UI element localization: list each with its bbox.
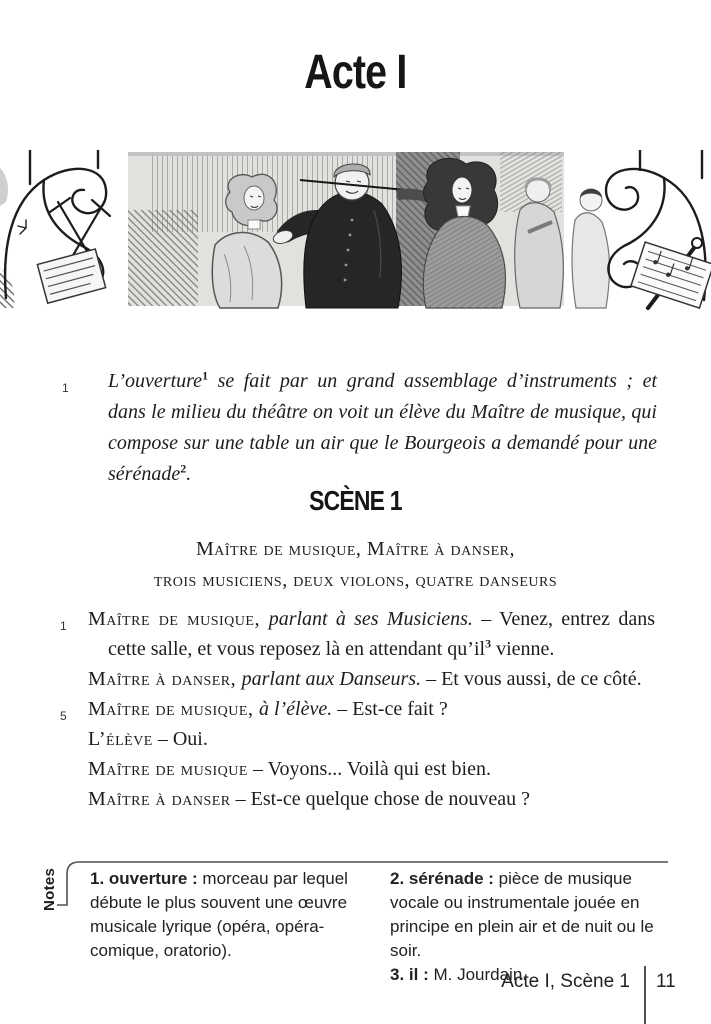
speaker-name: Maître de musique xyxy=(88,758,248,780)
act-title xyxy=(0,44,711,102)
notes-label: Notes xyxy=(41,867,58,911)
dialogue-line xyxy=(88,664,655,694)
speaker-name: Maître de musique, xyxy=(88,608,269,630)
footnote-definition: M. Jourdain. xyxy=(428,965,527,984)
footnote-term: 2. sérénade : xyxy=(390,869,494,888)
note-ref-1: 1 xyxy=(202,368,209,383)
act-title-text: Acte I xyxy=(304,46,407,99)
running-footer: Acte I, Scène 1 xyxy=(501,971,630,992)
footnote-definition: morceau par lequel débute le plus souvent une œuvre musicale lyrique (opéra, opéra-comique, oratorio). xyxy=(90,869,348,960)
character-list-line2: trois musiciens, deux violons, quatre danseurs xyxy=(153,569,558,591)
page-number: 11 xyxy=(656,971,676,992)
character-list-line1: Maître de musique, Maître à danser, xyxy=(195,538,516,560)
ornament-left xyxy=(5,150,110,303)
margin-line-number: 1 xyxy=(60,619,67,633)
sheet-music xyxy=(631,242,711,308)
scene-engraving-illustration xyxy=(0,150,711,310)
character-list xyxy=(0,534,711,596)
dialogue-block xyxy=(60,604,655,814)
notes-section xyxy=(90,867,668,987)
engraving-svg xyxy=(0,150,711,310)
speaker-name: Maître à danser, xyxy=(88,668,242,690)
scene-heading xyxy=(0,484,711,518)
dialogue-line xyxy=(60,694,655,724)
speech-text: – Voyons... Voilà qui est bien. xyxy=(247,758,491,780)
dialogue-line xyxy=(88,724,655,754)
notes-column-1 xyxy=(90,867,368,987)
dialogue-line xyxy=(88,754,655,784)
dialogue-line xyxy=(88,784,655,814)
stage-cue: parlant à ses Musiciens. xyxy=(268,608,473,630)
footnote-2 xyxy=(390,867,668,963)
scene-heading-text: SCÈNE 1 xyxy=(309,485,402,516)
footnote-definition: pièce de musique vocale ou instrumentale jouée en principe en plein air et de nuit ou le soir. xyxy=(390,869,654,960)
speech-text: – Est-ce fait ? xyxy=(332,698,448,720)
footnote-1 xyxy=(90,867,368,963)
speaker-name: Maître à danser xyxy=(88,788,231,810)
speaker-name: Maître de musique, xyxy=(88,698,259,720)
dialogue-line xyxy=(60,604,655,664)
stage-direction-text: L’ouverture$^1$ se fait par un grand assemblage d’instruments ; et dans le milieu du théâtre on voit un élève du Maître de musique, qui compose sur une table un air que le Bourgeois a demandé pour une sérénade$^2$. xyxy=(108,368,657,485)
stage-cue: à l’élève. xyxy=(258,698,333,720)
speech-text: – Oui. xyxy=(152,728,208,750)
speaker-name: L’élève xyxy=(88,728,153,750)
footnote-term: 3. il : xyxy=(390,965,429,984)
notes-column-2 xyxy=(390,867,668,987)
speech-text: – Venez, entrez dans cette salle, et vous reposez là en attendant qu’il xyxy=(108,608,655,660)
footnote-term: 1. ouverture : xyxy=(90,869,198,888)
note-ref-3: 3 xyxy=(485,636,492,651)
margin-line-number: 5 xyxy=(60,709,67,723)
speech-text: – Et vous aussi, de ce côté. xyxy=(421,668,642,690)
footer-divider-rule xyxy=(644,966,646,1024)
stage-direction xyxy=(62,366,657,490)
music-book xyxy=(37,249,105,303)
stage-cue: parlant aux Danseurs. xyxy=(241,668,422,690)
speech-text: – Est-ce quelque chose de nouveau ? xyxy=(230,788,530,810)
ornament-right xyxy=(606,150,711,308)
speech-text: vienne. xyxy=(491,638,555,660)
note-ref-2: 2 xyxy=(180,461,187,476)
margin-line-number: 1 xyxy=(62,381,69,395)
